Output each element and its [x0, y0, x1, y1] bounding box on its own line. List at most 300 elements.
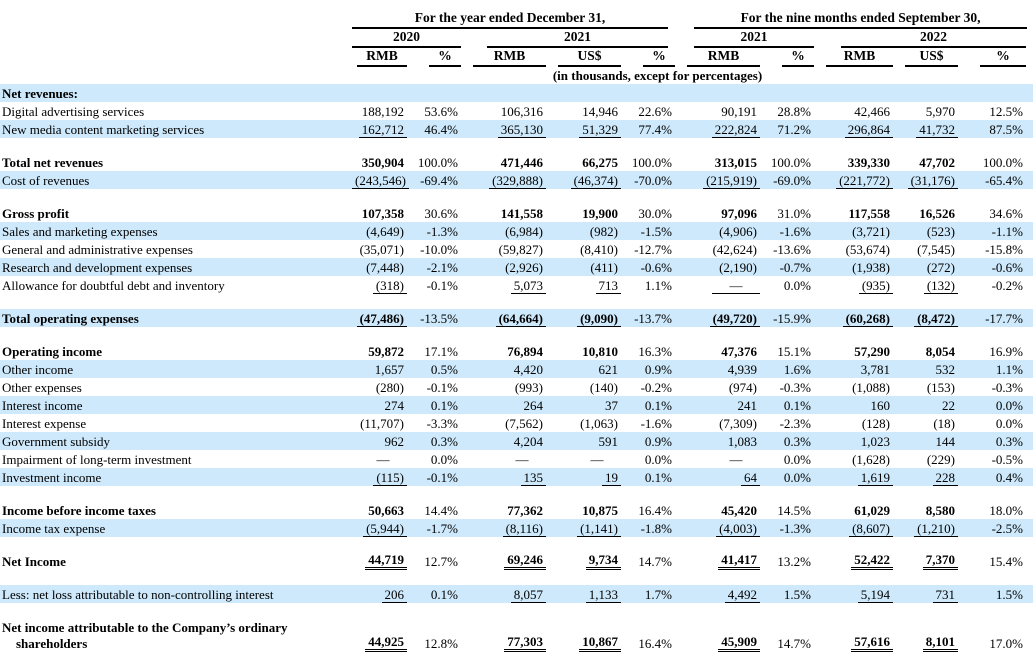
year-header-2020-text: 2020 [352, 29, 461, 48]
cell [682, 240, 767, 258]
cell-value: 106,316 [500, 104, 543, 119]
cell [900, 360, 965, 378]
cell-value: -0.7% [779, 260, 812, 275]
row-label-text: Total net revenues [2, 155, 104, 170]
cell [682, 618, 767, 652]
cell [352, 618, 414, 652]
year-header-9m2021-text: 2021 [694, 29, 814, 48]
cell-value: (280) [375, 380, 404, 395]
cell-value: 0.1% [783, 398, 812, 413]
cell [414, 378, 468, 396]
cell-value: 77.4% [638, 122, 673, 137]
cell-value: -0.3% [779, 380, 812, 395]
spacer-row [0, 138, 1033, 153]
cell-value: 52,422 [851, 552, 893, 570]
cell-value: 44,925 [365, 634, 407, 652]
table-row [0, 378, 1033, 396]
cell-value: (8,116) [503, 521, 546, 537]
row-label [0, 222, 352, 240]
cell [965, 102, 1033, 120]
cell-value: -2.1% [426, 260, 458, 275]
cell-value: (272) [926, 260, 956, 275]
cell-value: -0.5% [991, 452, 1024, 467]
cell [468, 519, 553, 537]
cell [468, 450, 553, 468]
cell [628, 204, 682, 222]
cell-value: 0.1% [644, 470, 673, 485]
cell [965, 432, 1033, 450]
spacer-cell [0, 294, 1033, 309]
cell-value: 0.3% [995, 434, 1024, 449]
cell [414, 552, 468, 570]
cell-value: 1,083 [727, 434, 758, 449]
cell [821, 432, 900, 450]
cell-value: 4,204 [513, 434, 543, 449]
cell-value: (974) [728, 380, 758, 395]
cell-value: 76,894 [507, 344, 543, 359]
cell-value: 41,732 [916, 122, 958, 138]
spacer-cell [0, 189, 1033, 204]
cell [965, 222, 1033, 240]
cell [414, 222, 468, 240]
cell [628, 585, 682, 603]
cell [628, 309, 682, 327]
cell-value: 188,192 [361, 104, 404, 119]
cell-value: 1.5% [783, 587, 812, 602]
cell-value: (935) [859, 278, 893, 294]
cell-value: (8,410) [580, 242, 618, 257]
cell [628, 276, 682, 294]
cell-value: 15.4% [989, 554, 1024, 569]
cell-value: (221,772) [836, 173, 893, 189]
cell [553, 501, 628, 519]
cell-value: 0.0% [644, 452, 673, 467]
cell-value: 18.0% [989, 503, 1024, 518]
cell [628, 360, 682, 378]
row-label [0, 552, 352, 570]
cell-value: 0.5% [430, 362, 458, 377]
cell [553, 342, 628, 360]
cell [900, 171, 965, 189]
cell-value: 5,194 [858, 587, 893, 603]
cell [767, 396, 821, 414]
cell [553, 153, 628, 171]
cell-value: 1,023 [860, 434, 891, 449]
cell [682, 414, 767, 432]
cell [468, 585, 553, 603]
cell-value: (8,607) [849, 521, 893, 537]
table-row [0, 171, 1033, 189]
cell [468, 618, 553, 652]
cell [352, 468, 414, 486]
cell [682, 450, 767, 468]
cell-value: (9,090) [577, 311, 621, 327]
cell-value: 0.0% [430, 452, 458, 467]
cell-value: -10.0% [420, 242, 458, 257]
cell [468, 240, 553, 258]
cell-value: 28.8% [777, 104, 812, 119]
row-label-text: Allowance for doubtful debt and inventory [2, 278, 225, 293]
row-label [0, 618, 352, 652]
table-row [0, 552, 1033, 570]
cell [767, 432, 821, 450]
cell [821, 519, 900, 537]
cell [767, 102, 821, 120]
cell [767, 240, 821, 258]
cell-value: -15.8% [985, 242, 1024, 257]
row-label [0, 204, 352, 222]
cell-value: 713 [596, 278, 622, 294]
cell [352, 432, 414, 450]
cell [821, 468, 900, 486]
cell [414, 84, 468, 102]
cell-value: 1.6% [783, 362, 812, 377]
cell-value: 339,330 [847, 155, 891, 170]
cell [352, 450, 414, 468]
cell [414, 519, 468, 537]
cell [468, 414, 553, 432]
cell-value: (35,071) [359, 242, 404, 257]
cell-value: 4,939 [727, 362, 758, 377]
cell [352, 519, 414, 537]
corner-cell [0, 48, 352, 67]
col-header-2021-rmb: RMB [468, 48, 553, 67]
cell [965, 204, 1033, 222]
cell-value: (243,546) [352, 173, 409, 189]
cell [414, 360, 468, 378]
cell [352, 222, 414, 240]
row-label-text: New media content marketing services [2, 122, 205, 137]
cell-value: 274 [384, 398, 404, 413]
row-label-text: Impairment of long-term investment [2, 452, 192, 467]
cell [468, 153, 553, 171]
cell [414, 468, 468, 486]
year-header-2021-text: 2021 [487, 29, 668, 48]
cell [553, 552, 628, 570]
cell-value: (411) [590, 260, 618, 275]
cell [352, 360, 414, 378]
cell [682, 102, 767, 120]
cell-value: -12.7% [634, 242, 673, 257]
cell-value: 100.0% [770, 155, 812, 170]
cell [767, 258, 821, 276]
cell [821, 102, 900, 120]
cell-value: 90,191 [721, 104, 758, 119]
col-header-2022-rmb: RMB [821, 48, 900, 67]
cell-value: 621 [598, 362, 618, 377]
row-label-text: Gross profit [2, 206, 70, 221]
cell-value: 0.0% [783, 452, 812, 467]
cell [900, 276, 965, 294]
cell [900, 552, 965, 570]
cell [965, 468, 1033, 486]
cell [900, 585, 965, 603]
cell [628, 258, 682, 276]
cell [965, 171, 1033, 189]
cell [352, 378, 414, 396]
row-label-text: Sales and marketing expenses [2, 224, 158, 239]
cell-value: 350,904 [361, 155, 404, 170]
cell-value: -1.6% [640, 416, 673, 431]
table-row [0, 309, 1033, 327]
spacer-row [0, 486, 1033, 501]
cell [628, 171, 682, 189]
cell [965, 414, 1033, 432]
cell [468, 552, 553, 570]
cell [628, 342, 682, 360]
row-label [0, 432, 352, 450]
cell-value: 0.4% [995, 470, 1024, 485]
cell-value: (1,088) [852, 380, 891, 395]
cell [553, 450, 628, 468]
cell-value: (7,448) [366, 260, 404, 275]
cell [468, 222, 553, 240]
cell [965, 519, 1033, 537]
cell-value: 14.7% [638, 554, 673, 569]
cell [468, 102, 553, 120]
spacer-cell [0, 570, 1033, 585]
row-label-text: General and administrative expenses [2, 242, 193, 257]
cell [352, 276, 414, 294]
cell-value: 10,867 [579, 634, 621, 652]
cell [965, 396, 1033, 414]
cell-value: (5,944) [363, 521, 407, 537]
group-header-row [0, 5, 1033, 29]
cell-value: 0.1% [430, 587, 458, 602]
table-row [0, 120, 1033, 138]
cell-value: 1,619 [858, 470, 893, 486]
cell-value: 241 [737, 398, 758, 413]
cell [821, 222, 900, 240]
cell [821, 84, 900, 102]
cell [553, 414, 628, 432]
cell [414, 450, 468, 468]
cell-value: 107,358 [361, 206, 404, 221]
cell [821, 309, 900, 327]
spacer-cell [0, 486, 1033, 501]
cell [682, 519, 767, 537]
cell-value: 71.2% [777, 122, 812, 137]
row-label-text: Research and development expenses [2, 260, 193, 275]
cell [414, 240, 468, 258]
cell-value: 0.0% [783, 278, 812, 293]
cell [682, 153, 767, 171]
cell-value: -13.7% [634, 311, 673, 326]
group-header-year-ended-text: For the year ended December 31, [352, 10, 668, 29]
cell [553, 468, 628, 486]
cell-value: 471,446 [500, 155, 543, 170]
cell-value: (1,628) [852, 452, 891, 467]
cell-value: (4,906) [719, 224, 758, 239]
cell-value: -0.1% [426, 470, 458, 485]
cell-value: 731 [933, 587, 959, 603]
cell-value: 45,420 [721, 503, 758, 518]
cell-value: -1.3% [426, 224, 458, 239]
cell [468, 204, 553, 222]
cell [900, 432, 965, 450]
cell [468, 468, 553, 486]
cell-value: -0.1% [426, 278, 458, 293]
income-statement-table [0, 5, 1033, 652]
cell [767, 342, 821, 360]
cell-value: 591 [598, 434, 618, 449]
cell [628, 432, 682, 450]
cell [900, 618, 965, 652]
cell [553, 84, 628, 102]
cell [628, 552, 682, 570]
cell-value: 30.0% [638, 206, 673, 221]
cell [821, 414, 900, 432]
col-header-2022-usd: US$ [900, 48, 965, 67]
cell [682, 309, 767, 327]
cell-value: -15.9% [773, 311, 812, 326]
cell-value: -0.6% [991, 260, 1024, 275]
cell [965, 618, 1033, 652]
cell [900, 258, 965, 276]
cell-value: 22.6% [638, 104, 673, 119]
cell [468, 276, 553, 294]
cell [965, 276, 1033, 294]
cell [900, 378, 965, 396]
cell [352, 204, 414, 222]
group-header-nine-months [682, 5, 1033, 29]
cell-value: (64,664) [496, 311, 546, 327]
cell [414, 396, 468, 414]
cell-value: 1,657 [374, 362, 404, 377]
cell [553, 519, 628, 537]
spacer-cell [0, 603, 1033, 618]
cell [553, 360, 628, 378]
cell [767, 618, 821, 652]
cell-value: 141,558 [500, 206, 543, 221]
row-label [0, 360, 352, 378]
cell-value: (7,309) [719, 416, 758, 431]
cell [767, 222, 821, 240]
table-row [0, 585, 1033, 603]
cell-value: 0.9% [644, 434, 673, 449]
cell [767, 414, 821, 432]
col-header-9m2021-rmb: RMB [682, 48, 767, 67]
cell [468, 396, 553, 414]
cell [553, 618, 628, 652]
col-header-2020-pct: % [414, 48, 468, 67]
cell-value: 100.0% [417, 155, 458, 170]
cell [628, 240, 682, 258]
cell-value: 117,558 [848, 206, 891, 221]
table-row [0, 519, 1033, 537]
cell-value: 228 [933, 470, 959, 486]
cell-value: 13.2% [777, 554, 812, 569]
year-header-row [0, 29, 1033, 48]
cell [965, 552, 1033, 570]
cell-value: 0.3% [430, 434, 458, 449]
cell-value: -1.1% [991, 224, 1024, 239]
cell [682, 432, 767, 450]
cell [628, 501, 682, 519]
cell [965, 240, 1033, 258]
table-row [0, 204, 1033, 222]
cell [965, 585, 1033, 603]
cell [468, 171, 553, 189]
corner-cell [0, 29, 352, 48]
cell [821, 585, 900, 603]
cell-value: 0.1% [644, 398, 673, 413]
cell-value: 1.1% [644, 278, 673, 293]
cell-value: 45,909 [718, 634, 760, 652]
cell [352, 414, 414, 432]
cell-value: (60,268) [843, 311, 893, 327]
cell-value: (49,720) [710, 311, 760, 327]
row-label-text: Income before income taxes [2, 503, 156, 518]
cell-value: 4,420 [513, 362, 543, 377]
cell [414, 153, 468, 171]
col-header-9m2021-pct: % [767, 48, 821, 67]
cell [682, 171, 767, 189]
cell-value: 532 [935, 362, 956, 377]
cell [767, 468, 821, 486]
cell-value: 17.0% [989, 636, 1024, 651]
cell [682, 120, 767, 138]
row-label-text: Investment income [2, 470, 102, 485]
cell-value: 30.6% [424, 206, 458, 221]
row-label-text: Other expenses [2, 380, 82, 395]
col-header-2022-pct: % [965, 48, 1033, 67]
table-row [0, 276, 1033, 294]
cell-value: (4,003) [716, 521, 760, 537]
row-label [0, 378, 352, 396]
cell [468, 342, 553, 360]
row-label-text: Cost of revenues [2, 173, 90, 188]
table-row [0, 450, 1033, 468]
cell [553, 276, 628, 294]
cell [965, 153, 1033, 171]
cell [682, 360, 767, 378]
cell-value: 162,712 [359, 122, 407, 138]
cell [414, 618, 468, 652]
cell-value: (18) [933, 416, 956, 431]
cell-value: -17.7% [985, 311, 1024, 326]
cell [414, 309, 468, 327]
cell-value: -2.5% [991, 521, 1024, 536]
cell [682, 378, 767, 396]
cell [821, 360, 900, 378]
table-row [0, 153, 1033, 171]
cell-value: 44,719 [365, 552, 407, 570]
spacer-row [0, 294, 1033, 309]
cell [553, 222, 628, 240]
cell [468, 360, 553, 378]
cell-value: 97,096 [721, 206, 758, 221]
cell [767, 84, 821, 102]
cell [553, 396, 628, 414]
cell-value: (53,674) [845, 242, 891, 257]
cell [821, 258, 900, 276]
cell [682, 552, 767, 570]
year-header-9m2021 [682, 29, 821, 48]
cell-value: 57,290 [854, 344, 891, 359]
group-header-nine-months-text: For the nine months ended September 30, [694, 10, 1027, 29]
row-label-text-line2: shareholders [16, 636, 88, 651]
spacer-row [0, 537, 1033, 552]
table-row [0, 468, 1033, 486]
cell [553, 258, 628, 276]
cell [468, 84, 553, 102]
cell-value: 41,417 [718, 552, 760, 570]
cell-value: (215,919) [703, 173, 760, 189]
cell-value: 37 [605, 398, 618, 413]
cell-value: (329,888) [489, 173, 546, 189]
cell-value: (47,486) [357, 311, 407, 327]
